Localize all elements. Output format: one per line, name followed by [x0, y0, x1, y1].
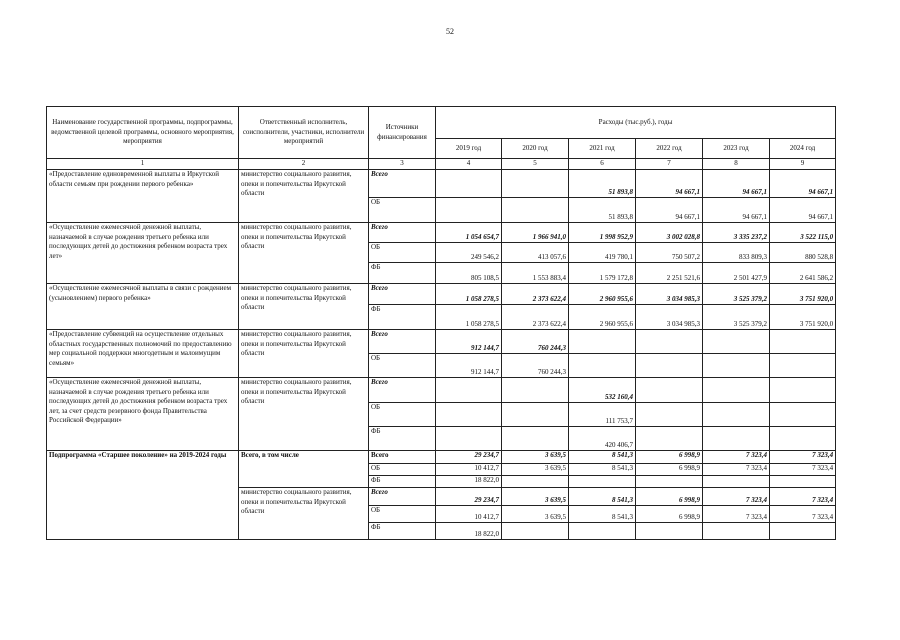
value-cell: 7 323,4: [703, 488, 770, 506]
value-cell: 8 541,3: [569, 506, 636, 523]
value-cell: 10 412,7: [436, 506, 502, 523]
value-cell: [770, 354, 836, 378]
value-cell: 805 108,5: [436, 263, 502, 284]
value-cell: [436, 198, 502, 223]
value-cell: 2 960 955,6: [569, 305, 636, 330]
value-cell: [770, 330, 836, 354]
source-label: Всего: [369, 378, 436, 403]
source-label: ОБ: [369, 354, 436, 378]
value-cell: 1 058 278,5: [436, 284, 502, 305]
source-label: Всего: [369, 330, 436, 354]
value-cell: 94 667,1: [703, 198, 770, 223]
value-cell: 7 323,4: [770, 464, 836, 476]
value-cell: 8 541,3: [569, 488, 636, 506]
value-cell: 249 546,2: [436, 243, 502, 263]
value-cell: 2 641 586,2: [770, 263, 836, 284]
header-program: Наименование государственной программы, подпрограммы, ведомственной целевой программы, основного мероприятия, мероприятия: [47, 107, 239, 159]
source-label: ФБ: [369, 427, 436, 451]
value-cell: 29 234,7: [436, 451, 502, 464]
header-year: 2020 год: [502, 139, 569, 159]
source-label: ФБ: [369, 476, 436, 488]
header-year: 2022 год: [636, 139, 703, 159]
value-cell: 3 525 379,2: [703, 284, 770, 305]
table-row: [47, 284, 836, 305]
value-cell: 51 893,8: [569, 170, 636, 198]
header-year: 2024 год: [770, 139, 836, 159]
value-cell: 1 579 172,8: [569, 263, 636, 284]
table-row: [47, 170, 836, 198]
value-cell: 7 323,4: [770, 506, 836, 523]
value-cell: [569, 523, 636, 540]
header-year: 2019 год: [436, 139, 502, 159]
value-cell: 2 960 955,6: [569, 284, 636, 305]
source-label: ОБ: [369, 464, 436, 476]
value-cell: [502, 378, 569, 403]
value-cell: 6 998,9: [636, 488, 703, 506]
value-cell: 7 323,4: [703, 506, 770, 523]
value-cell: [770, 403, 836, 427]
value-cell: 7 323,4: [703, 451, 770, 464]
source-label: ФБ: [369, 305, 436, 330]
header-year: 2021 год: [569, 139, 636, 159]
value-cell: 880 528,8: [770, 243, 836, 263]
value-cell: [436, 427, 502, 451]
value-cell: 3 639,5: [502, 488, 569, 506]
source-label: Всего: [369, 223, 436, 243]
value-cell: 8 541,3: [569, 464, 636, 476]
value-cell: 833 809,3: [703, 243, 770, 263]
executor-name: министерство социального развития, опеки и попечительства Иркутской области: [239, 378, 369, 451]
subprogram-name: Подпрограмма «Старшее поколение» на 2019-2024 годы: [47, 451, 239, 540]
header-source: Источники финансирования: [369, 107, 436, 159]
source-label: Всего: [369, 170, 436, 198]
value-cell: [569, 330, 636, 354]
program-name: «Предоставление субвенций на осуществление отдельных областных государственных полномочий по предоставлению мер социальной поддержки многодетным и малоимущим семьям»: [47, 330, 239, 378]
value-cell: 18 822,0: [436, 523, 502, 540]
value-cell: [703, 476, 770, 488]
value-cell: [502, 403, 569, 427]
value-cell: 6 998,9: [636, 506, 703, 523]
column-number: 7: [636, 159, 703, 170]
source-label: ФБ: [369, 263, 436, 284]
executor-name: Всего, в том числе: [239, 451, 369, 488]
value-cell: 94 667,1: [636, 170, 703, 198]
value-cell: [703, 403, 770, 427]
value-cell: [636, 523, 703, 540]
value-cell: 7 323,4: [770, 488, 836, 506]
executor-name: министерство социального развития, опеки и попечительства Иркутской области: [239, 170, 369, 223]
header-expenses: Расходы (тыс.руб.), годы: [436, 107, 836, 139]
program-name: «Осуществление ежемесячной выплаты в связи с рождением (усыновлением) первого ребенка»: [47, 284, 239, 330]
value-cell: 6 998,9: [636, 464, 703, 476]
value-cell: 760 244,3: [502, 354, 569, 378]
value-cell: 2 251 521,6: [636, 263, 703, 284]
page-number: 52: [446, 27, 454, 36]
value-cell: 1 966 941,0: [502, 223, 569, 243]
source-label: ОБ: [369, 403, 436, 427]
value-cell: [569, 354, 636, 378]
value-cell: 51 893,8: [569, 198, 636, 223]
executor-name: министерство социального развития, опеки и попечительства Иркутской области: [239, 330, 369, 378]
column-number: 4: [436, 159, 502, 170]
table-row: [47, 330, 836, 354]
value-cell: [636, 476, 703, 488]
value-cell: [436, 378, 502, 403]
value-cell: 3 525 379,2: [703, 305, 770, 330]
value-cell: [770, 476, 836, 488]
value-cell: 3 002 028,8: [636, 223, 703, 243]
value-cell: 2 373 622,4: [502, 284, 569, 305]
program-name: «Предоставление единовременной выплаты в Иркутской области семьям при рождении первого ребенка»: [47, 170, 239, 223]
value-cell: 3 639,5: [502, 464, 569, 476]
value-cell: 111 753,7: [569, 403, 636, 427]
value-cell: [703, 523, 770, 540]
column-number: 8: [703, 159, 770, 170]
column-number: 1: [47, 159, 239, 170]
budget-table: [46, 106, 836, 540]
value-cell: 18 822,0: [436, 476, 502, 488]
value-cell: 94 667,1: [636, 198, 703, 223]
value-cell: 3 335 237,2: [703, 223, 770, 243]
value-cell: [502, 170, 569, 198]
value-cell: [770, 378, 836, 403]
value-cell: [502, 198, 569, 223]
value-cell: 8 541,3: [569, 451, 636, 464]
value-cell: 413 057,6: [502, 243, 569, 263]
program-name: «Осуществление ежемесячной денежной выплаты, назначаемой в случае рождения третьего ребенка или последующих детей до достижения ребенком возраста трех лет»: [47, 223, 239, 284]
program-name: «Осуществление ежемесячной денежной выплаты, назначаемой в случае рождения третьего ребенка или последующих детей до достижения ребенком возраста трех лет, за счет средств резервного фонда Правительства Российской Федерации»: [47, 378, 239, 451]
header-executor: Ответственный исполнитель, соисполнители, участники, исполнители мероприятий: [239, 107, 369, 159]
source-label: Всего: [369, 284, 436, 305]
value-cell: 29 234,7: [436, 488, 502, 506]
value-cell: [636, 403, 703, 427]
executor-name: министерство социального развития, опеки и попечительства Иркутской области: [239, 284, 369, 330]
value-cell: [703, 354, 770, 378]
value-cell: [703, 427, 770, 451]
value-cell: 3 639,5: [502, 451, 569, 464]
value-cell: 760 244,3: [502, 330, 569, 354]
value-cell: 10 412,7: [436, 464, 502, 476]
executor-name: министерство социального развития, опеки и попечительства Иркутской области: [239, 488, 369, 540]
table-row: [47, 223, 836, 243]
value-cell: 420 406,7: [569, 427, 636, 451]
column-number: 9: [770, 159, 836, 170]
value-cell: [502, 476, 569, 488]
value-cell: [569, 476, 636, 488]
value-cell: 7 323,4: [703, 464, 770, 476]
value-cell: [770, 523, 836, 540]
value-cell: 3 751 920,0: [770, 284, 836, 305]
value-cell: [703, 330, 770, 354]
value-cell: 3 034 985,3: [636, 284, 703, 305]
value-cell: [636, 378, 703, 403]
value-cell: 3 034 985,3: [636, 305, 703, 330]
source-label: ОБ: [369, 198, 436, 223]
source-label: ФБ: [369, 523, 436, 540]
column-number: 3: [369, 159, 436, 170]
value-cell: 1 998 952,9: [569, 223, 636, 243]
value-cell: 6 998,9: [636, 451, 703, 464]
value-cell: [703, 378, 770, 403]
value-cell: 532 160,4: [569, 378, 636, 403]
value-cell: [502, 523, 569, 540]
value-cell: 1 054 654,7: [436, 223, 502, 243]
value-cell: [636, 354, 703, 378]
value-cell: [636, 427, 703, 451]
value-cell: 2 501 427,9: [703, 263, 770, 284]
value-cell: 3 751 920,0: [770, 305, 836, 330]
value-cell: 1 058 278,5: [436, 305, 502, 330]
value-cell: [436, 170, 502, 198]
source-label: Всего: [369, 488, 436, 506]
table-row: [47, 451, 836, 464]
value-cell: 3 639,5: [502, 506, 569, 523]
value-cell: 912 144,7: [436, 354, 502, 378]
source-label: ОБ: [369, 506, 436, 523]
executor-name: министерство социального развития, опеки и попечительства Иркутской области: [239, 223, 369, 284]
value-cell: 2 373 622,4: [502, 305, 569, 330]
value-cell: 94 667,1: [770, 198, 836, 223]
table-row: [47, 378, 836, 403]
value-cell: [636, 330, 703, 354]
value-cell: 7 323,4: [770, 451, 836, 464]
value-cell: 94 667,1: [703, 170, 770, 198]
column-number: 6: [569, 159, 636, 170]
value-cell: 419 780,1: [569, 243, 636, 263]
value-cell: 94 667,1: [770, 170, 836, 198]
source-label: Всего: [369, 451, 436, 464]
value-cell: [502, 427, 569, 451]
value-cell: [436, 403, 502, 427]
value-cell: 3 522 115,0: [770, 223, 836, 243]
value-cell: 912 144,7: [436, 330, 502, 354]
value-cell: 1 553 883,4: [502, 263, 569, 284]
header-year: 2023 год: [703, 139, 770, 159]
value-cell: 750 507,2: [636, 243, 703, 263]
source-label: ОБ: [369, 243, 436, 263]
value-cell: [770, 427, 836, 451]
column-number: 5: [502, 159, 569, 170]
column-number: 2: [239, 159, 369, 170]
